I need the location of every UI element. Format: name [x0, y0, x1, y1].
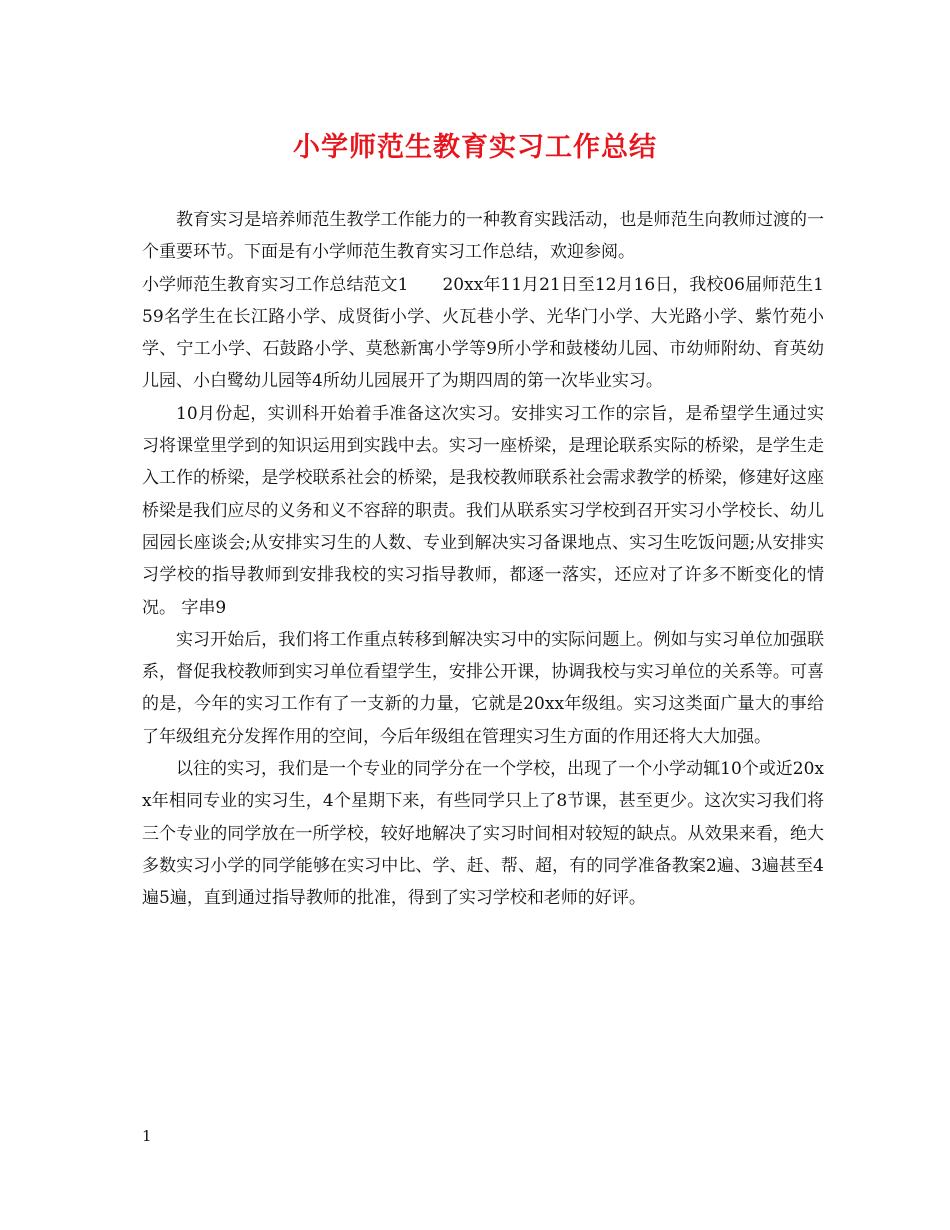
document-body	[142, 204, 824, 915]
paragraph-sample-1: 小学师范生教育实习工作总结范文1 20xx年11月21日至12月16日，我校06届师范生159名学生在长江路小学、成贤街小学、火瓦巷小学、光华门小学、大光路小学、紫竹苑小学、宁工小学、石鼓路小学、莫愁新寓小学等9所小学和鼓楼幼儿园、市幼师附幼、育英幼儿园、小白鹭幼儿园等4所幼儿园展开了为期四周的第一次毕业实习。	[142, 274, 824, 392]
paragraph-preparation: 10月份起，实训科开始着手准备这次实习。安排实习工作的宗旨，是希望学生通过实习将课堂里学到的知识运用到实践中去。实习一座桥梁，是理论联系实际的桥梁，是学生走入工作的桥梁，是学校联系社会的桥梁，是我校教师联系社会需求教学的桥梁，修建好这座桥梁是我们应尽的义务和义不容辞的职责。我们从联系实习学校到召开实习小学校长、幼儿园园长座谈会;从安排实习生的人数、专业到解决实习备课地点、实习生吃饭问题;从安排实习学校的指导教师到安排我校的实习指导教师，都逐一落实，还应对了许多不断变化的情况。 字串9	[142, 403, 824, 618]
page-number: 1	[142, 1127, 152, 1145]
paragraph-implementation: 实习开始后，我们将工作重点转移到解决实习中的实际问题上。例如与实习单位加强联系，督促我校教师到实习单位看望学生，安排公开课，协调我校与实习单位的关系等。可喜的是，今年的实习工作有了一支新的力量，它就是20xx年级组。实习这类面广量大的事给了年级组充分发挥作用的空间，今后年级组在管理实习生方面的作用还将大大加强。	[142, 629, 824, 747]
document-title: 小学师范生教育实习工作总结	[293, 132, 657, 163]
paragraph-intro: 教育实习是培养师范生教学工作能力的一种教育实践活动，也是师范生向教师过渡的一个重要环节。下面是有小学师范生教育实习工作总结，欢迎参阅。	[142, 210, 824, 263]
paragraph-arrangement: 以往的实习，我们是一个专业的同学分在一个学校，出现了一个小学动辄10个或近20xx年相同专业的实习生，4个星期下来，有些同学只上了8节课，甚至更少。这次实习我们将三个专业的同学放在一所学校，较好地解决了实习时间相对较短的缺点。从效果来看，绝大多数实习小学的同学能够在实习中比、学、赶、帮、超，有的同学准备教案2遍、3遍甚至4遍5遍，直到通过指导教师的批准，得到了实习学校和老师的好评。	[142, 759, 824, 909]
